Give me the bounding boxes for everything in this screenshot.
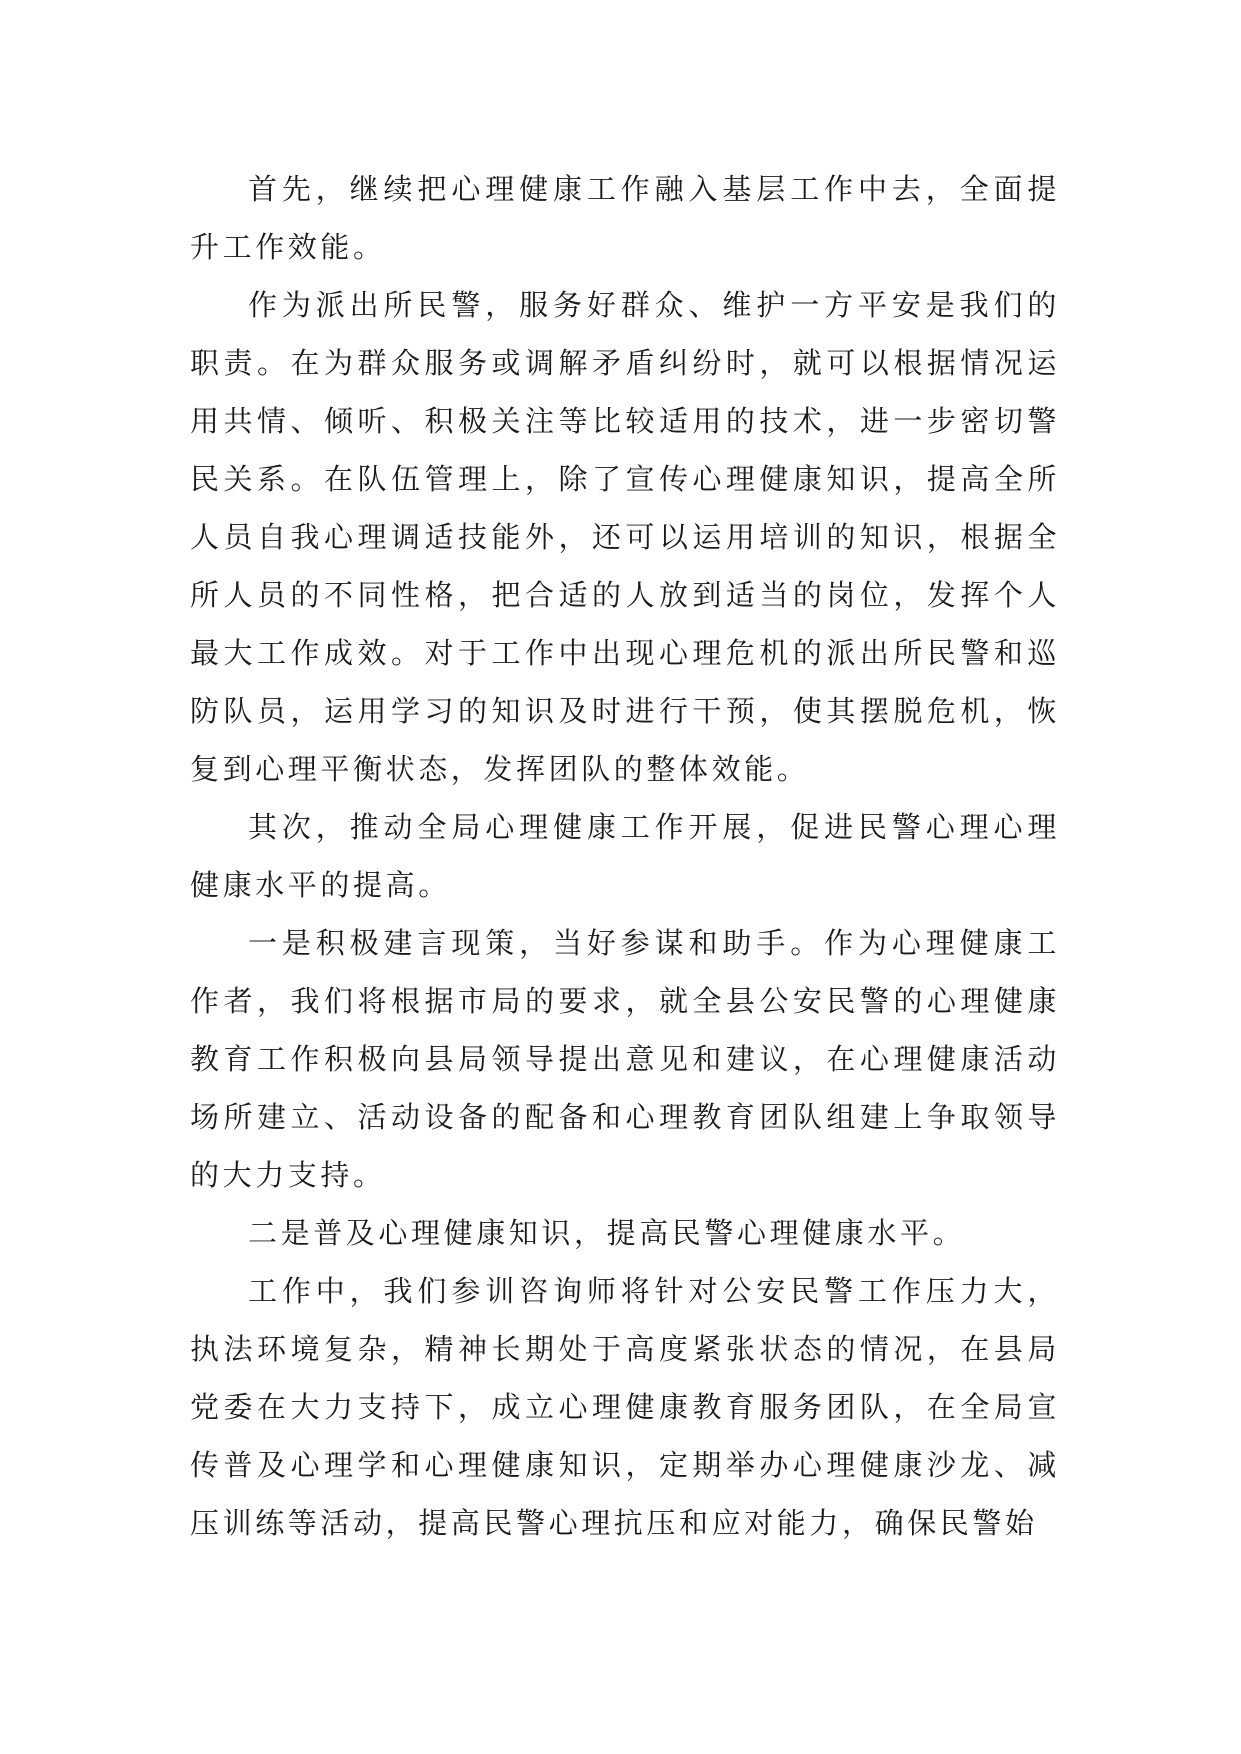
paragraph-5: 二是普及心理健康知识，提高民警心理健康水平。 <box>248 1216 966 1250</box>
paragraph-3: 其次，推动全局心理健康工作开展，促进民警心理心理健康水平的提高。 <box>190 810 1060 902</box>
paragraph-2: 作为派出所民警，服务好群众、维护一方平安是我们的职责。在为群众服务或调解矛盾纠纷时，就可以根据情况运用共情、倾听、积极关注等比较适用的技术，进一步密切警民关系。在队伍管理上，除了宣传心理健康知识，提高全所人员自我心理调适技能外，还可以运用培训的知识，根据全所人员的不同性格，把合适的人放到适当的岗位，发挥个人最大工作成效。对于工作中出现心理危机的派出所民警和巡防队员，运用学习的知识及时进行干预，使其摆脱危机，恢复到心理平衡状态，发挥团队的整体效能。 <box>190 288 1060 786</box>
body-text <box>190 160 1060 1552</box>
paragraph-4: 一是积极建言现策，当好参谋和助手。作为心理健康工作者，我们将根据市局的要求，就全县公安民警的心理健康教育工作积极向县局领导提出意见和建议，在心理健康活动场所建立、活动设备的配备和心理教育团队组建上争取领导的大力支持。 <box>190 926 1060 1192</box>
paragraph-6: 工作中，我们参训咨询师将针对公安民警工作压力大，执法环境复杂，精神长期处于高度紧张状态的情况，在县局党委在大力支持下，成立心理健康教育服务团队，在全局宣传普及心理学和心理健康知识，定期举办心理健康沙龙、减压训练等活动，提高民警心理抗压和应对能力，确保民警始 <box>190 1274 1060 1540</box>
paragraph-1: 首先，继续把心理健康工作融入基层工作中去，全面提升工作效能。 <box>190 172 1060 264</box>
